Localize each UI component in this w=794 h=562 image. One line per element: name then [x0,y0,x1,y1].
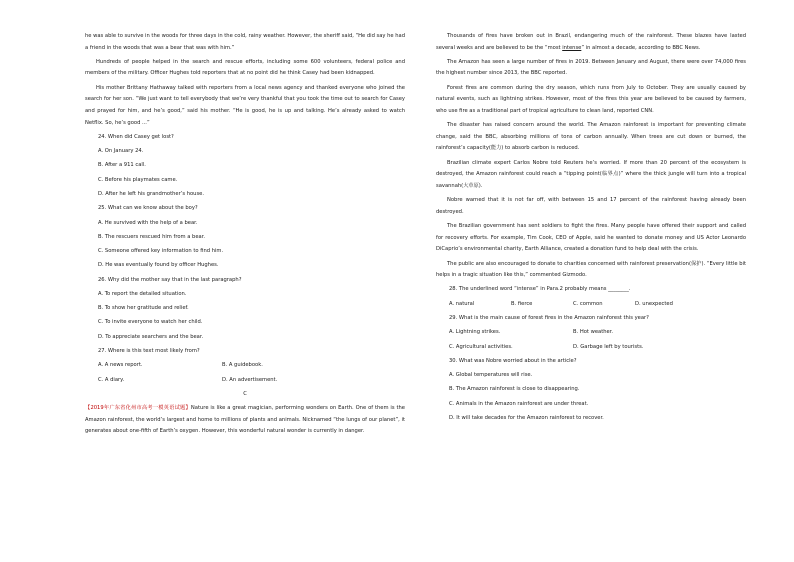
option: B. fierce [511,300,533,307]
option: A. Global temperatures will rise. [449,372,533,379]
option: B. A guidebook. [222,362,263,369]
option: A. On January 24. [98,148,144,155]
option: D. Garbage left by tourists. [573,343,644,350]
option-row [449,327,746,339]
option: B. To show her gratitude and relief. [98,305,189,312]
option: D. An advertisement. [222,376,278,383]
option: D. unexpected [635,300,673,307]
option: A. natural [449,300,475,307]
option: B. The rescuers rescued him from a bear. [98,233,206,240]
option: A. A news report. [98,362,143,369]
question-25: 25. What can we know about the boy? [98,205,198,212]
option-row [449,299,746,311]
underlined-word: intense [562,44,582,51]
passage-paragraph: His mother Brittany Hathaway talked with reporters from a local news agency and thanked everyone who joined the search for her son. “We just want to tell everybody that we’re very thankful that you took the time out to search for Casey and prayed for him, and he’s good,” said his mother. “He is good, he is up and talking. He’s already asked to watch Netflix. So, he’s good ...” [85,84,405,126]
option: B. The Amazon rainforest is close to disappearing. [449,386,580,393]
option: C. To invite everyone to watch her child. [98,319,203,326]
option-row [98,360,405,372]
passage-paragraph: The disaster has raised concern around the world. The Amazon rainforest is important for preventing climate change, said the BBC, absorbing millions of tons of carbon annually. When trees are cut down or burned, the rainforest’s capacity(能力) to absorb carbon is reduced. [436,122,746,152]
passage-paragraph: Hundreds of people helped in the search and rescue efforts, including some 600 volunteers, federal police and members of the military. Officer Hughes told reporters that at no point did he think Casey had been kidnapped. [85,58,405,77]
option: A. To report the detailed situation. [98,290,187,297]
option-row [449,342,746,354]
passage-paragraph: Forest fires are common during the dry season, which runs from July to October. They are usually caused by natural events, such as lightning strikes. However, most of the fires this year are believed to be caused by farmers, who use fire as a traditional part of tropical agriculture to clean land, reported CNN. [436,84,746,114]
passage-paragraph: The Amazon has seen a large number of fires in 2019. Between January and August, there were over 74,000 fires the highest number since 2013, the BBC reported. [436,58,746,77]
right-column [436,31,746,427]
passage-paragraph: Brazilian climate expert Carlos Nobre told Reuters he’s worried. If more than 20 percent of the ecosystem is destroyed, the Amazon rainforest could reach a “tipping point(临界点)” where the thick jungle will turn into a tropical savannah(大草原). [436,159,746,189]
option: A. He survived with the help of a bear. [98,219,198,226]
option-row [98,375,405,387]
left-column [85,31,405,441]
option: D. After he left his grandmother’s house. [98,190,205,197]
option: C. common [573,300,603,307]
passage-paragraph: The Brazilian government has sent soldiers to fight the fires. Many people have offered their support and called for recovery efforts. For example, Tim Cook, CEO of Apple, said he wanted to donate money and US Actor Leonardo DiCaprio’s environmental charity, Earth Alliance, created a donation fund to help deal with the crisis. [436,223,746,253]
question-26: 26. Why did the mother say that in the last paragraph? [98,276,242,283]
passage-paragraph [436,31,746,54]
option: C. Animals in the Amazon rainforest are under threat. [449,400,589,407]
option: B. Hot weather. [573,329,614,336]
option: C. A diary. [98,376,125,383]
option: D. To appreciate searchers and the bear. [98,333,204,340]
question-24: 24. When did Casey get lost? [98,133,174,140]
option: C. Agricultural activities. [449,343,513,350]
question-28: 28. The underlined word “intense” in Para.2 probably means ________. [449,286,631,293]
option: A. Lightning strikes. [449,329,501,336]
passage-text: Thousands of fires have broken out in Brazil, endangering much of the rainforest. These blazes have lasted several weeks and are believed to be the “most [436,33,746,51]
passage-paragraph: Nobre warned that it is not far off, with between 15 and 17 percent of the rainforest having already been destroyed. [436,197,746,215]
question-29: 29. What is the main cause of forest fires in the Amazon rainforest this year? [449,314,649,321]
option: C. Someone offered key information to find him. [98,248,224,255]
passage-text: Nature is like a great magician, performing wonders on Earth. One of them is the Amazon rainforest, the world’s largest and home to millions of plants and animals. Nicknamed “the lungs of our planet”, it generates about one-fifth of Earth’s oxygen. However, this wonderful natural wonder is currently in danger. [85,405,405,435]
option: C. Before his playmates came. [98,176,178,183]
question-30: 30. What was Nobre worried about in the article? [449,357,577,364]
source-tag: 【2019年广东省化州市高考一模英语试题】 [85,405,191,412]
option: B. After a 911 call. [98,162,146,169]
passage-text: ” in almost a decade, according to BBC News. [581,44,701,51]
option: D. He was eventually found by officer Hughes. [98,262,219,269]
question-27: 27. Where is this text most likely from? [98,348,200,355]
passage-paragraph [85,403,405,438]
option: D. It will take decades for the Amazon rainforest to recover. [449,414,604,421]
passage-paragraph: he was able to survive in the woods for three days in the cold, rainy weather. However, the sheriff said, “He did say he had a friend in the woods that was a bear that was with him.” [85,33,406,51]
section-heading: C [243,390,247,397]
passage-paragraph: The public are also encouraged to donate to charities concerned with rainforest preservation(保护). “Every little bit helps in a tragic situation like this,” commented Gizmodo. [436,260,746,279]
